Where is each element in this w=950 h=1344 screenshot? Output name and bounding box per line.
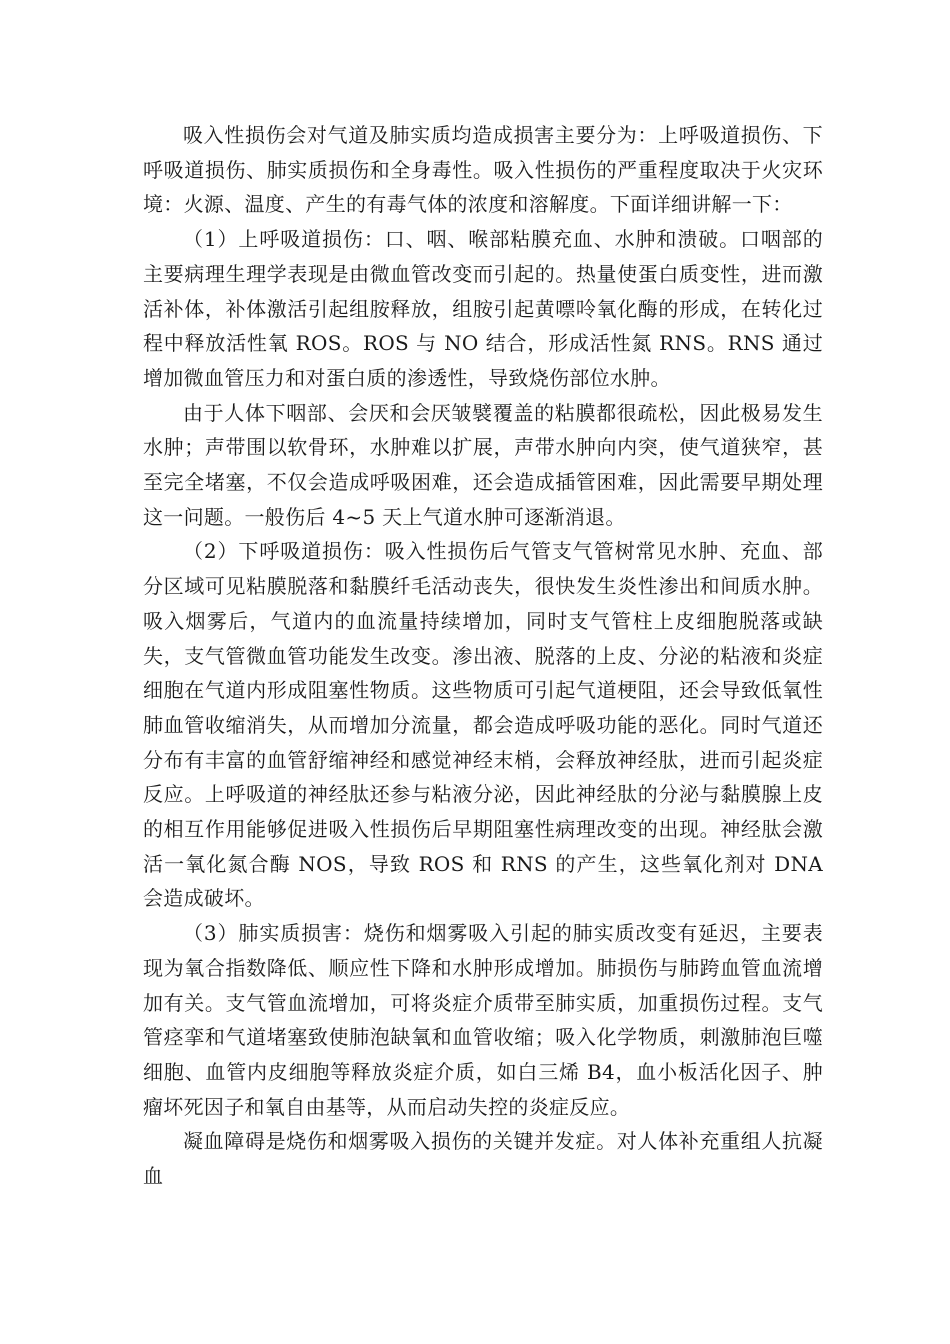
paragraph-upper-airway: （1）上呼吸道损伤：口、咽、喉部粘膜充血、水肿和溃破。口咽部的主要病理生理学表现是由微血管改变而引起的。热量使蛋白质变性，进而激活补体，补体激活引起组胺释放，组胺引起黄嘌呤氧化酶的形成，在转化过程中释放活性氧 ROS。ROS 与 NO 结合，形成活性氮 RNS。RNS 通过增加微血管压力和对蛋白质的渗透性，导致烧伤部位水肿。 <box>143 227 823 390</box>
paragraph-intro: 吸入性损伤会对气道及肺实质均造成损害主要分为：上呼吸道损伤、下呼吸道损伤、肺实质损伤和全身毒性。吸入性损伤的严重程度取决于火灾环境：火源、温度、产生的有毒气体的浓度和溶解度。下面详细讲解一下： <box>143 123 823 217</box>
paragraph-coagulation: 凝血障碍是烧伤和烟雾吸入损伤的关键并发症。对人体补充重组人抗凝血 <box>143 1129 823 1189</box>
paragraph-laryngeal-edema: 由于人体下咽部、会厌和会厌皱襞覆盖的粘膜都很疏松，因此极易发生水肿；声带围以软骨环，水肿难以扩展，声带水肿向内突，使气道狭窄，甚至完全堵塞，不仅会造成呼吸困难，还会造成插管困难，因此需要早期处理这一问题。一般伤后 4~5 天上气道水肿可逐渐消退。 <box>143 400 823 529</box>
paragraph-lower-airway: （2）下呼吸道损伤：吸入性损伤后气管支气管树常见水肿、充血、部分区域可见粘膜脱落和黏膜纤毛活动丧失，很快发生炎性渗出和间质水肿。吸入烟雾后，气道内的血流量持续增加，同时支气管柱上皮细胞脱落或缺失，支气管微血管功能发生改变。渗出液、脱落的上皮、分泌的粘液和炎症细胞在气道内形成阻塞性物质。这些物质可引起气道梗阻，还会导致低氧性肺血管收缩消失，从而增加分流量，都会造成呼吸功能的恶化。同时气道还分布有丰富的血管舒缩神经和感觉神经末梢，会释放神经肽，进而引起炎症反应。上呼吸道的神经肽还参与粘液分泌，因此神经肽的分泌与黏膜腺上皮的相互作用能够促进吸入性损伤后早期阻塞性病理改变的出现。神经肽会激活一氧化氮合酶 NOS，导致 ROS 和 RNS 的产生，这些氧化剂对 DNA 会造成破坏。 <box>143 539 823 911</box>
document-body <box>143 118 823 1194</box>
paragraph-lung-parenchyma: （3）肺实质损害：烧伤和烟雾吸入引起的肺实质改变有延迟，主要表现为氧合指数降低、顺应性下降和水肿形成增加。肺损伤与肺跨血管血流增加有关。支气管血流增加，可将炎症介质带至肺实质，加重损伤过程。支气管痉挛和气道堵塞致使肺泡缺氧和血管收缩；吸入化学物质，刺激肺泡巨噬细胞、血管内皮细胞等释放炎症介质，如白三烯 B4，血小板活化因子、肿瘤坏死因子和氧自由基等，从而启动失控的炎症反应。 <box>143 921 823 1119</box>
